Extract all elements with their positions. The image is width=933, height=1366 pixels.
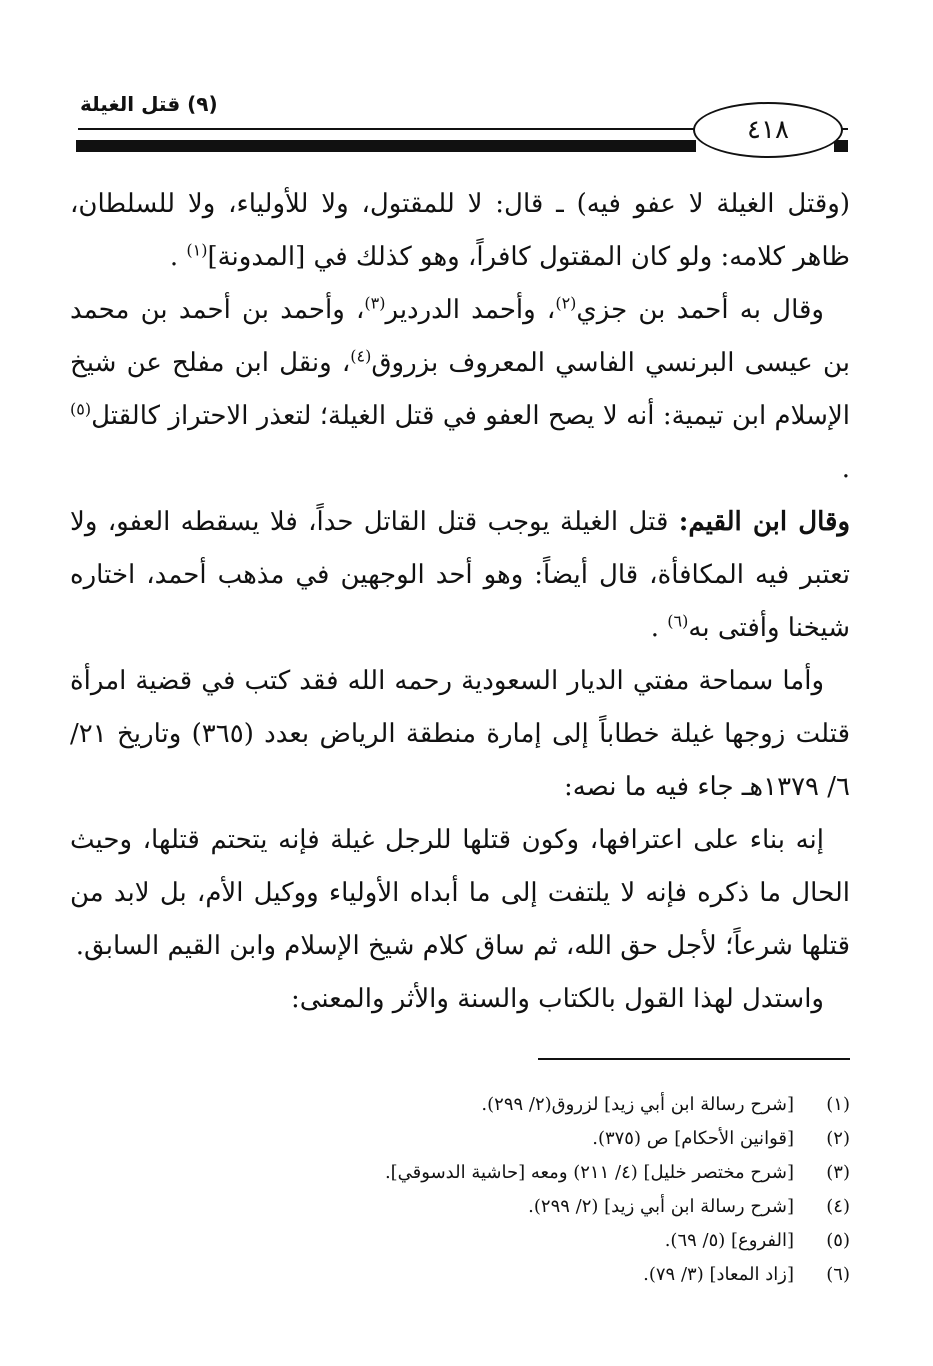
paragraph-2-end: . (841, 454, 850, 484)
footnotes (300, 1088, 850, 1292)
page-number: ٤١٨ (747, 115, 789, 145)
footnote-ref-1: (١) (186, 240, 208, 260)
paragraph-4-text: وأما سماحة مفتي الديار السعودية رحمه الله فقد كتب في قضية امرأة قتلت زوجها غيلة خطاباً إلى إمارة منطقة الرياض بعدد (٣٦٥) وتاريخ ٢١/ ٦/ ١٣٧٩هـ جاء فيه ما نصه: (70, 666, 851, 802)
footnote-number: (٦) (826, 1264, 850, 1285)
header-rule-thick (76, 140, 696, 152)
paragraph-3-end: . (650, 613, 668, 643)
footnote-ref-3: (٣) (364, 293, 386, 313)
footnote-number: (٣) (826, 1162, 850, 1183)
footnote-text: [شرح رسالة ابن أبي زيد] لزروق(٢/ ٢٩٩). (481, 1094, 794, 1115)
paragraph-2 (70, 284, 850, 496)
paragraph-5-text: إنه بناء على اعترافها، وكون قتلها للرجل غيلة فإنه يتحتم قتلها، وحيث الحال ما ذكره فإنه لا يلتفت إلى ما أبداه الأولياء ووكيل الأم، بل لابد من قتلها شرعاً؛ لأجل حق الله، ثم ساق كلام شيخ الإسلام وابن القيم السابق. (70, 825, 850, 961)
paragraph-2-seg-1: وقال به أحمد بن جزي (576, 295, 824, 325)
paragraph-3-lead: وقال ابن القيم: (678, 507, 851, 537)
footnote-2 (300, 1122, 850, 1156)
footnote-ref-2: (٢) (555, 293, 577, 313)
footnote-text: [قوانين الأحكام] ص (٣٧٥). (592, 1128, 794, 1149)
footnote-separator (538, 1058, 850, 1060)
footnote-number: (٥) (826, 1230, 850, 1251)
footnote-number: (٢) (826, 1128, 850, 1149)
paragraph-1-end: . (169, 242, 187, 272)
paragraph-1 (70, 178, 850, 284)
footnote-ref-5: (٥) (70, 399, 92, 419)
paragraph-1-text: (وقتل الغيلة لا عفو فيه) ـ قال: لا للمقتول، ولا للأولياء، ولا للسلطان، ظاهر كلامه: ولو كان المقتول كافراً، وهو كذلك في [المدونة] (70, 189, 850, 272)
footnote-ref-6: (٦) (667, 611, 689, 631)
footnote-number: (١) (826, 1094, 850, 1115)
footnote-6 (300, 1258, 850, 1292)
paragraph-3-text: قتل الغيلة يوجب قتل القاتل حداً، فلا يسقطه العفو، ولا تعتبر فيه المكافأة، قال أيضاً: وهو أحد الوجهين في مذهب أحمد، اختاره شيخنا وأفتى به (70, 507, 850, 643)
footnote-3 (300, 1156, 850, 1190)
header-rule-thin (78, 128, 698, 130)
footnote-text: [الفروع] (٥/ ٦٩). (664, 1230, 794, 1251)
footnote-1 (300, 1088, 850, 1122)
header-rule-thick-end (834, 140, 848, 152)
main-text (70, 178, 850, 1026)
paragraph-2-seg-2: ، وأحمد الدردير (385, 295, 556, 325)
footnote-5 (300, 1224, 850, 1258)
footnote-text: [زاد المعاد] (٣/ ٧٩). (643, 1264, 794, 1285)
paragraph-5 (70, 814, 850, 973)
page-header (0, 0, 933, 170)
footnote-text: [شرح رسالة ابن أبي زيد] (٢/ ٢٩٩). (528, 1196, 794, 1217)
page-number-oval (693, 102, 843, 158)
footnote-number: (٤) (826, 1196, 850, 1217)
paragraph-6-text: واستدل لهذا القول بالكتاب والسنة والأثر والمعنى: (290, 984, 824, 1014)
footnote-4 (300, 1190, 850, 1224)
footnote-ref-4: (٤) (350, 346, 372, 366)
running-chapter-title: (٩) قتل الغيلة (80, 92, 218, 116)
paragraph-4 (70, 655, 850, 814)
paragraph-3 (70, 496, 850, 655)
paragraph-2-seg-3: ، وأحمد بن أحمد بن محمد بن عيسى البرنسي الفاسي المعروف بزروق (70, 295, 850, 378)
paragraph-6 (70, 973, 850, 1026)
paragraph-2-seg-4: ، ونقل ابن مفلح عن شيخ الإسلام ابن تيمية: أنه لا يصح العفو في قتل الغيلة؛ لتعذر الاحتراز كالقتل (70, 348, 850, 431)
footnote-text: [شرح مختصر خليل] (٤/ ٢١١) ومعه [حاشية الدسوقي]. (384, 1162, 794, 1183)
